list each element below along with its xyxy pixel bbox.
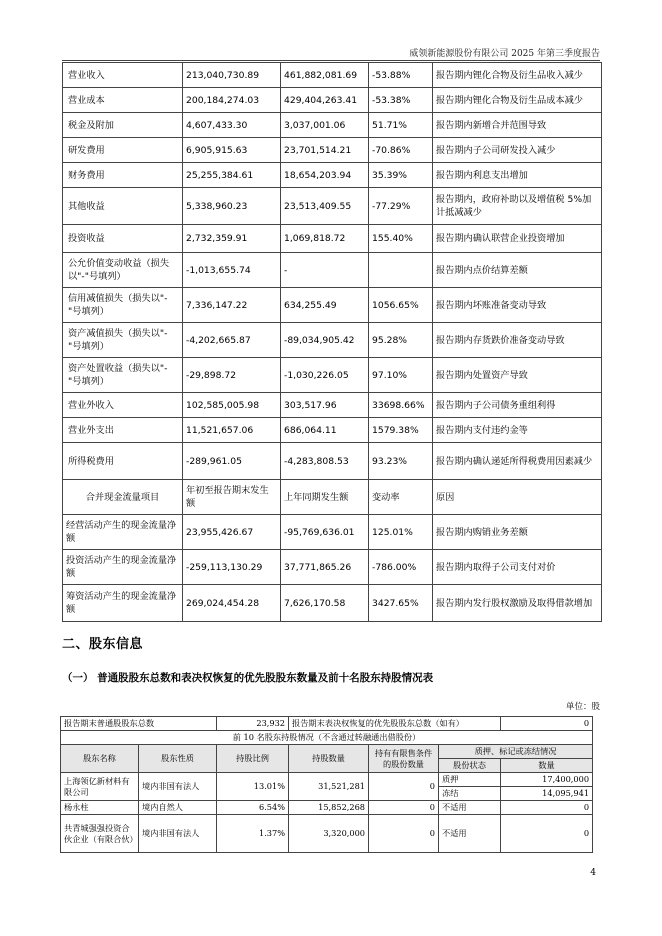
reason-cell: 报告期内存货跌价准备变动导致 <box>433 323 602 358</box>
item-cell: 资产处置收益（损失以"-"号填列） <box>63 358 183 393</box>
change-cell: -53.38% <box>369 88 433 113</box>
current-cell: 25,255,384.61 <box>183 163 281 188</box>
holder-ratio: 1.37% <box>217 815 289 853</box>
item-cell: 投资收益 <box>63 225 183 253</box>
current-cell: 23,955,426.67 <box>183 515 281 550</box>
current-cell: 4,607,433.30 <box>183 113 281 138</box>
holder-ratio: 13.01% <box>217 773 289 801</box>
reason-cell: 报告期内取得子公司支付对价 <box>433 550 602 585</box>
header-cell: 合并现金流量项目 <box>63 480 183 515</box>
page-header: 威领新能源股份有限公司 2025 年第三季度报告 <box>409 49 600 59</box>
table-row <box>63 418 602 443</box>
reason-cell: 报告期内锂化合物及衍生品收入减少 <box>433 63 602 88</box>
change-cell: 33698.66% <box>369 393 433 418</box>
table-row <box>63 288 602 323</box>
change-cell: 93.23% <box>369 443 433 480</box>
item-cell: 研发费用 <box>63 138 183 163</box>
summary-row <box>61 717 593 731</box>
reason-cell: 报告期内确认递延所得税费用因素减少 <box>433 443 602 480</box>
table-row <box>61 801 593 815</box>
cashflow-header-row <box>63 480 602 515</box>
reason-cell: 报告期内支付违约金等 <box>433 418 602 443</box>
header-cell: 年初至报告期末发生额 <box>183 480 281 515</box>
item-cell: 营业外支出 <box>63 418 183 443</box>
top10-title: 前 10 名股东持股情况（不含通过转融通出借股份） <box>61 731 593 745</box>
table-row <box>61 815 593 853</box>
table-row <box>63 163 602 188</box>
share-amount: 0 <box>501 815 593 853</box>
table-row <box>63 443 602 480</box>
share-amount: 14,095,941 <box>501 787 593 801</box>
table-row <box>63 253 602 288</box>
holder-nature: 境内非国有法人 <box>139 773 217 801</box>
item-cell: 筹资活动产生的现金流量净额 <box>63 585 183 622</box>
holder-name: 上海领亿新材料有限公司 <box>61 773 139 801</box>
item-cell: 税金及附加 <box>63 113 183 138</box>
header-ratio: 持股比例 <box>217 745 289 773</box>
prior-cell: 3,037,001.06 <box>281 113 369 138</box>
item-cell: 经营活动产生的现金流量净额 <box>63 515 183 550</box>
prior-cell: -4,283,808.53 <box>281 443 369 480</box>
reason-cell: 报告期内子公司债务重组利得 <box>433 393 602 418</box>
current-cell: 102,585,005.98 <box>183 393 281 418</box>
item-cell: 其他收益 <box>63 188 183 225</box>
current-cell: -4,202,665.87 <box>183 323 281 358</box>
item-cell: 投资活动产生的现金流量净额 <box>63 550 183 585</box>
table-row <box>63 515 602 550</box>
current-cell: 200,184,274.03 <box>183 88 281 113</box>
reason-cell: 报告期内发行股权激励及取得借款增加 <box>433 585 602 622</box>
table-row <box>63 188 602 225</box>
prior-cell: 686,064.11 <box>281 418 369 443</box>
table-row <box>63 225 602 253</box>
prior-cell: 37,771,865.26 <box>281 550 369 585</box>
holder-nature: 境内自然人 <box>139 801 217 815</box>
prior-cell: -1,030,226.05 <box>281 358 369 393</box>
current-cell: -289,961.05 <box>183 443 281 480</box>
total-holders-label: 报告期末普通股股东总数 <box>61 717 217 731</box>
pref-holders-label: 报告期末表决权恢复的优先股股东总数（如有） <box>289 717 501 731</box>
share-amount: 17,400,000 <box>501 773 593 787</box>
reason-cell: 报告期内点价结算差额 <box>433 253 602 288</box>
current-cell: 5,338,960.23 <box>183 188 281 225</box>
item-cell: 营业外收入 <box>63 393 183 418</box>
header-cell: 上年同期发生额 <box>281 480 369 515</box>
item-cell: 信用减值损失（损失以"-"号填列） <box>63 288 183 323</box>
change-cell: 155.40% <box>369 225 433 253</box>
header-restricted: 持有有限售条件的股份数量 <box>369 745 439 773</box>
total-holders-value: 23,932 <box>217 717 289 731</box>
header-name: 股东名称 <box>61 745 139 773</box>
current-cell: 269,024,454.28 <box>183 585 281 622</box>
change-cell: 51.71% <box>369 113 433 138</box>
page-number: 4 <box>590 868 596 878</box>
item-cell: 资产减值损失（损失以"-"号填列） <box>63 323 183 358</box>
prior-cell: 429,404,263.41 <box>281 88 369 113</box>
change-cell: 3427.65% <box>369 585 433 622</box>
holder-qty: 15,852,268 <box>289 801 369 815</box>
holder-restricted: 0 <box>369 773 439 801</box>
change-cell: 1056.65% <box>369 288 433 323</box>
holder-qty: 3,320,000 <box>289 815 369 853</box>
current-cell: 2,732,359.91 <box>183 225 281 253</box>
change-cell: 125.01% <box>369 515 433 550</box>
table-row <box>63 550 602 585</box>
change-cell: 97.10% <box>369 358 433 393</box>
current-cell: 213,040,730.89 <box>183 63 281 88</box>
header-nature: 股东性质 <box>139 745 217 773</box>
change-cell: -70.86% <box>369 138 433 163</box>
change-cell: -53.88% <box>369 63 433 88</box>
share-amount: 0 <box>501 801 593 815</box>
change-cell: -77.29% <box>369 188 433 225</box>
table-row <box>63 113 602 138</box>
holder-name: 杨永柱 <box>61 801 139 815</box>
current-cell: 6,905,915.63 <box>183 138 281 163</box>
change-cell: 35.39% <box>369 163 433 188</box>
change-cell <box>369 253 433 288</box>
current-cell: -259,113,130.29 <box>183 550 281 585</box>
share-status: 质押 <box>439 773 501 787</box>
shareholder-table <box>60 716 593 853</box>
pref-holders-value: 0 <box>501 717 593 731</box>
reason-cell: 报告期内利息支出增加 <box>433 163 602 188</box>
table-row <box>63 88 602 113</box>
change-cell: 1579.38% <box>369 418 433 443</box>
change-cell: 95.28% <box>369 323 433 358</box>
table-row <box>61 773 593 787</box>
table-row <box>63 323 602 358</box>
table-row <box>63 63 602 88</box>
current-cell: 11,521,657.06 <box>183 418 281 443</box>
prior-cell: -95,769,636.01 <box>281 515 369 550</box>
holder-qty: 31,521,281 <box>289 773 369 801</box>
item-cell: 公允价值变动收益（损失以"-"号填列） <box>63 253 183 288</box>
holder-name: 共青城强强投资合伙企业（有限合伙） <box>61 815 139 853</box>
top10-title-row <box>61 731 593 745</box>
holder-restricted: 0 <box>369 815 439 853</box>
current-cell: 7,336,147.22 <box>183 288 281 323</box>
header-cell: 原因 <box>433 480 602 515</box>
share-status: 冻结 <box>439 787 501 801</box>
prior-cell: 7,626,170.58 <box>281 585 369 622</box>
header-amount: 数量 <box>501 759 593 773</box>
unit-label: 单位：股 <box>565 702 600 712</box>
holder-ratio: 6.54% <box>217 801 289 815</box>
header-row <box>61 745 593 759</box>
prior-cell: 303,517.96 <box>281 393 369 418</box>
reason-cell: 报告期内子公司研发投入减少 <box>433 138 602 163</box>
table-row <box>63 138 602 163</box>
holder-nature: 境内非国有法人 <box>139 815 217 853</box>
table-row <box>63 393 602 418</box>
reason-cell: 报告期内坏账准备变动导致 <box>433 288 602 323</box>
reason-cell: 报告期内，政府补助以及增值税 5%加计抵减减少 <box>433 188 602 225</box>
table-row <box>63 358 602 393</box>
current-cell: -1,013,655.74 <box>183 253 281 288</box>
share-status: 不适用 <box>439 815 501 853</box>
section-title: 二、股东信息 <box>62 637 144 652</box>
header-cell: 变动率 <box>369 480 433 515</box>
prior-cell: 461,882,081.69 <box>281 63 369 88</box>
item-cell: 营业收入 <box>63 63 183 88</box>
income-change-table <box>62 62 602 622</box>
header-qty: 持股数量 <box>289 745 369 773</box>
subsection-title: （一） 普通股股东总数和表决权恢复的优先股股东数量及前十名股东持股情况表 <box>62 672 434 684</box>
prior-cell: 634,255.49 <box>281 288 369 323</box>
item-cell: 所得税费用 <box>63 443 183 480</box>
prior-cell: -89,034,905.42 <box>281 323 369 358</box>
current-cell: -29,898.72 <box>183 358 281 393</box>
reason-cell: 报告期内处置资产导致 <box>433 358 602 393</box>
prior-cell: 23,701,514.21 <box>281 138 369 163</box>
prior-cell: - <box>281 253 369 288</box>
share-status: 不适用 <box>439 801 501 815</box>
holder-restricted: 0 <box>369 801 439 815</box>
item-cell: 营业成本 <box>63 88 183 113</box>
header-status: 股份状态 <box>439 759 501 773</box>
header-pledge: 质押、标记或冻结情况 <box>439 745 593 759</box>
reason-cell: 报告期内锂化合物及衍生品成本减少 <box>433 88 602 113</box>
prior-cell: 18,654,203.94 <box>281 163 369 188</box>
prior-cell: 23,513,409.55 <box>281 188 369 225</box>
reason-cell: 报告期内新增合并范围导致 <box>433 113 602 138</box>
prior-cell: 1,069,818.72 <box>281 225 369 253</box>
header-divider <box>62 60 600 61</box>
change-cell: -786.00% <box>369 550 433 585</box>
table-row <box>63 585 602 622</box>
item-cell: 财务费用 <box>63 163 183 188</box>
reason-cell: 报告期内确认联营企业投资增加 <box>433 225 602 253</box>
reason-cell: 报告期内购销业务差额 <box>433 515 602 550</box>
